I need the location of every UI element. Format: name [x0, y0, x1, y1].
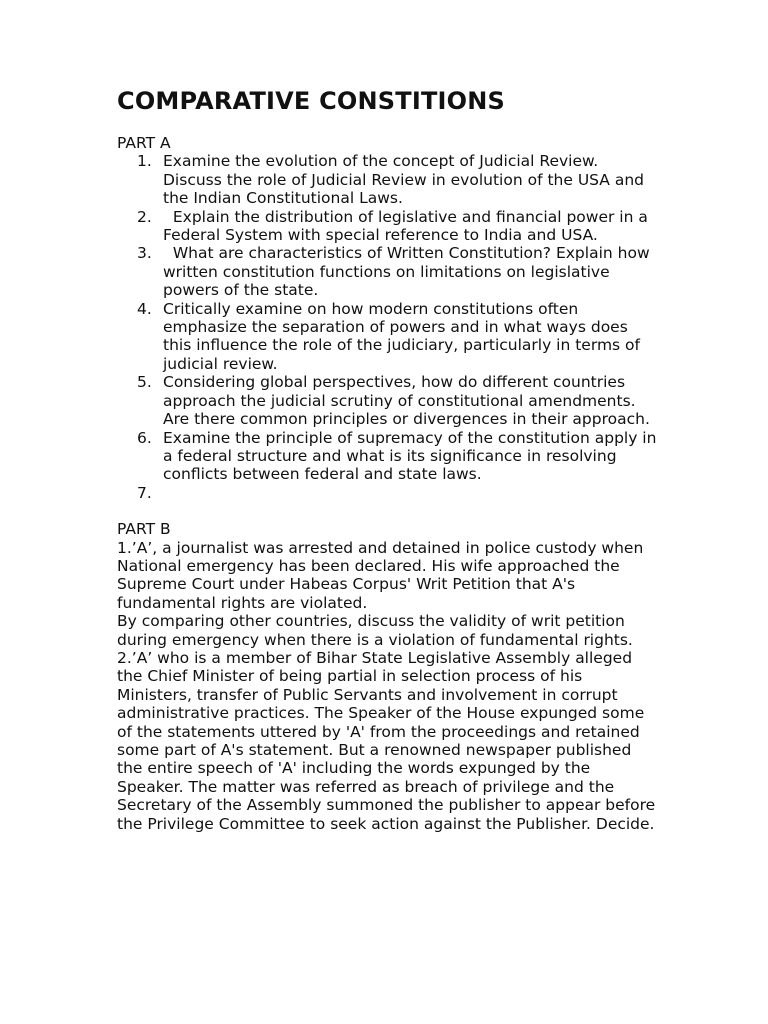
- question-text: What are characteristics of Written Constitution? Explain how written constitution functions on limitations on legislative powers of the state.: [163, 244, 650, 300]
- question-item: [117, 208, 657, 245]
- part-b-heading: PART B: [117, 520, 171, 539]
- question-text: Critically examine on how modern constitutions often emphasize the separation of powers and in what ways does this influence the role of the judiciary, particularly in terms of judicial review.: [163, 299, 640, 373]
- question-text: Examine the principle of supremacy of the constitution apply in a federal structure and what is its significance in resolving conflicts between federal and state laws.: [163, 428, 657, 484]
- question-number: 1.: [137, 152, 152, 171]
- section-spacer: [117, 502, 657, 520]
- question-number: 6.: [137, 428, 152, 447]
- question-item: [117, 484, 657, 502]
- question-text: Explain the distribution of legislative and financial power in a Federal System with special reference to India and USA.: [163, 207, 648, 245]
- part-a-heading: PART A: [117, 134, 171, 152]
- question-number: 4.: [137, 299, 152, 318]
- problem-paragraph: 2.’A’ who is a member of Bihar State Legislative Assembly alleged the Chief Minister of being partial in selection process of his Ministers, transfer of Public Servants and involvement in corrupt administrative practices. The Speaker of the House expunged some of the statements uttered by 'A' from the proceedings and retained some part of A's statement. But a renowned newspaper published the entire speech of 'A' including the words expunged by the Speaker. The matter was referred as breach of privilege and the Secretary of the Assembly summoned the publisher to appear before the Privilege Committee to seek action against the Publisher. Decide.: [117, 648, 656, 833]
- question-item: [117, 300, 657, 374]
- question-text: Considering global perspectives, how do different countries approach the judicial scrutiny of constitutional amendments. Are there common principles or divergences in their approach.: [163, 373, 650, 429]
- question-text: Examine the evolution of the concept of Judicial Review. Discuss the role of Judicial Review in evolution of the USA and the Indian Constitutional Laws.: [163, 152, 644, 208]
- question-item: [117, 373, 657, 428]
- part-a-question-list: [117, 152, 657, 502]
- question-item: [117, 244, 657, 299]
- question-item: [117, 152, 657, 207]
- question-number: 2.: [137, 207, 152, 226]
- question-number: 5.: [137, 373, 152, 392]
- document-page: [117, 86, 657, 833]
- question-text: [163, 484, 168, 502]
- question-number: 7.: [137, 483, 152, 502]
- question-item: [117, 429, 657, 484]
- document-title: COMPARATIVE CONSTITIONS: [117, 87, 506, 115]
- problem-paragraph: By comparing other countries, discuss the validity of writ petition during emergency when there is a violation of fundamental rights.: [117, 612, 633, 649]
- question-number: 3.: [137, 244, 152, 263]
- problem-paragraph: 1.’A’, a journalist was arrested and detained in police custody when National emergency has been declared. His wife approached the Supreme Court under Habeas Corpus' Writ Petition that A's fundamental rights are violated.: [117, 538, 644, 612]
